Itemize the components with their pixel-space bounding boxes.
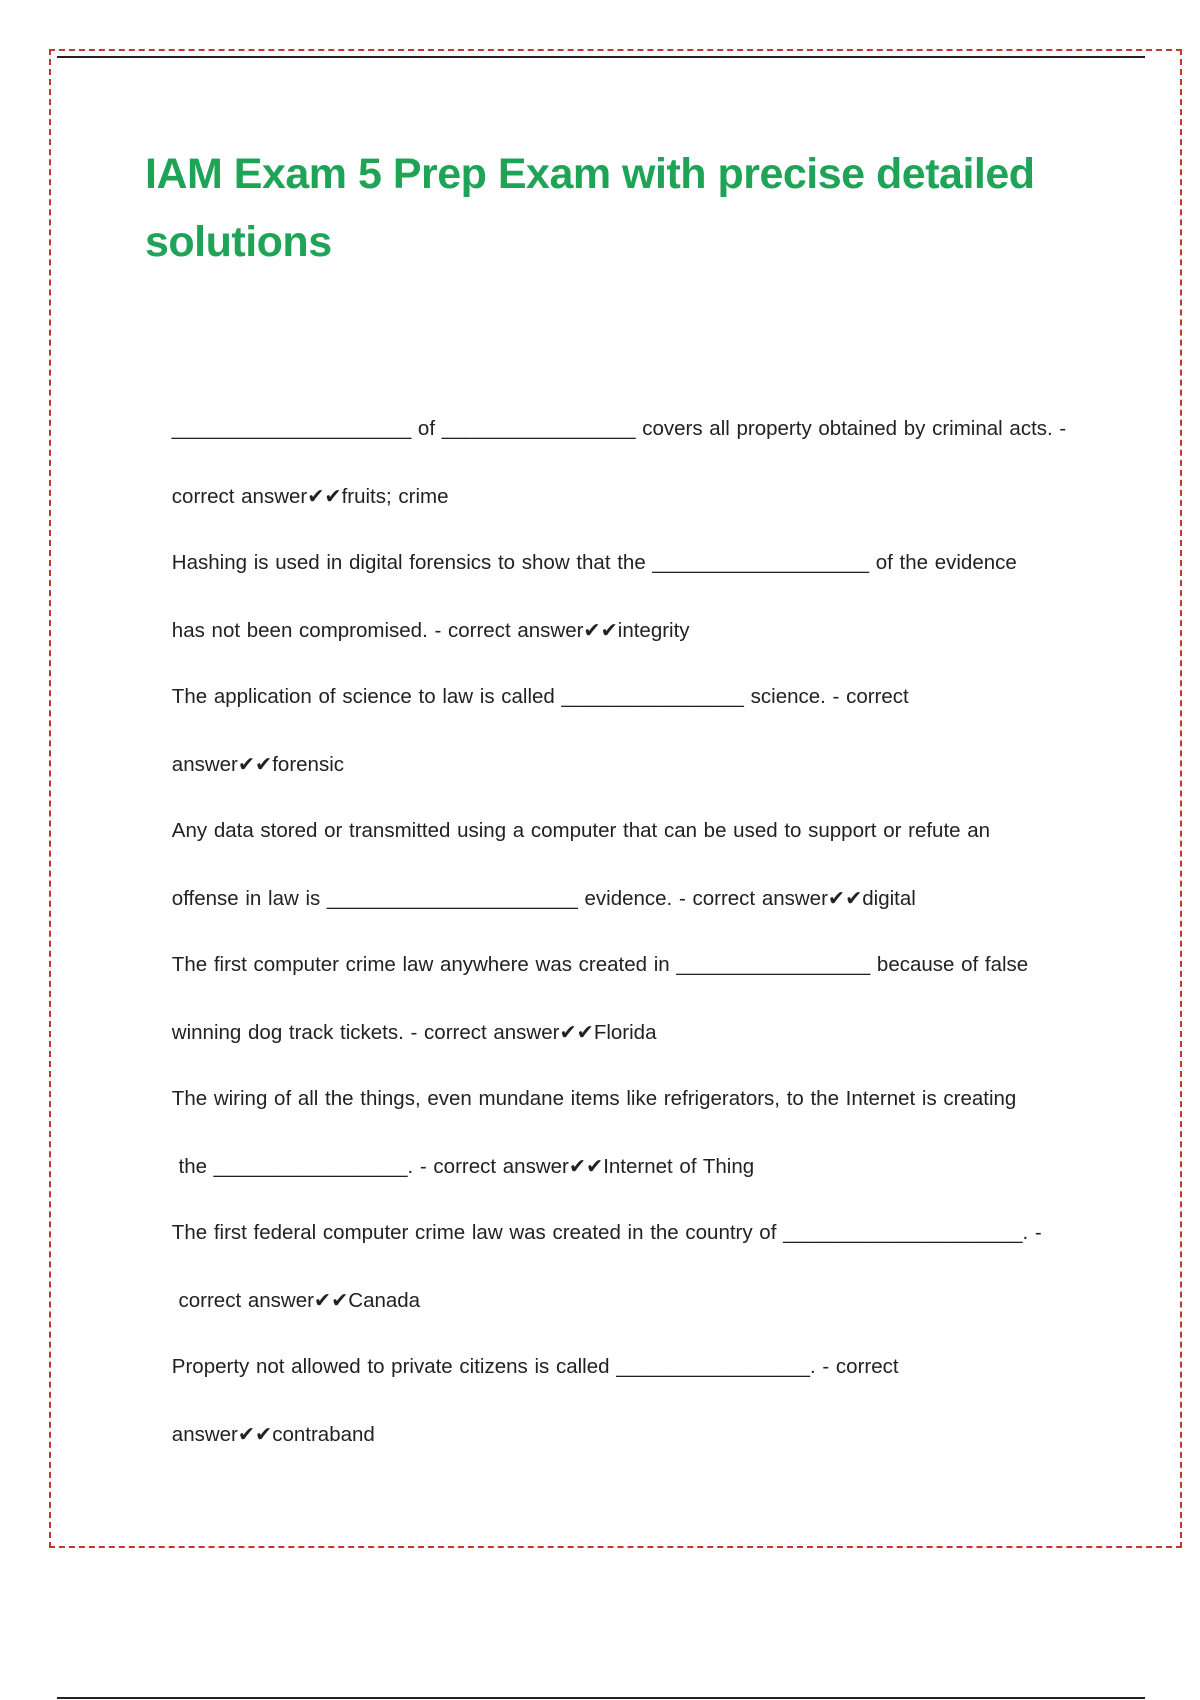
question-item-5 — [145, 914, 1090, 1044]
question-list — [145, 378, 1090, 1450]
question-text: The first computer crime law anywhere was created in _________________ because of false — [171, 953, 1029, 976]
answer-text: the _________________. - correct answer✔✔Internet of Thing — [171, 1155, 755, 1178]
answer-text: has not been compromised. - correct answer✔✔integrity — [171, 619, 690, 642]
question-item-6 — [145, 1048, 1090, 1178]
answer-text: answer✔✔forensic — [171, 753, 345, 776]
question-text: Hashing is used in digital forensics to show that the ___________________ of the evidence — [171, 551, 1017, 574]
answer-text: correct answer✔✔fruits; crime — [171, 485, 449, 508]
question-text: The application of science to law is called ________________ science. - correct — [171, 685, 909, 708]
footer-rule — [57, 1697, 1145, 1699]
answer-text: answer✔✔contraband — [171, 1423, 375, 1446]
page-title: IAM Exam 5 Prep Exam with precise detailed solutions — [145, 150, 1035, 266]
answer-text: offense in law is ______________________ evidence. - correct answer✔✔digital — [171, 887, 916, 910]
question-text: Property not allowed to private citizens is called _________________. - correct — [171, 1355, 899, 1378]
header-rule — [57, 56, 1145, 58]
question-item-8 — [145, 1316, 1090, 1446]
answer-text: correct answer✔✔Canada — [171, 1289, 421, 1312]
question-text: _____________________ of _________________ covers all property obtained by criminal acts. - — [171, 417, 1067, 440]
question-text: The wiring of all the things, even mundane items like refrigerators, to the Internet is creating — [171, 1087, 1017, 1110]
question-item-2 — [145, 512, 1090, 642]
question-item-4 — [145, 780, 1090, 910]
question-text: Any data stored or transmitted using a computer that can be used to support or refute an — [171, 819, 991, 842]
question-item-7 — [145, 1182, 1090, 1312]
question-item-3 — [145, 646, 1090, 776]
question-text: The first federal computer crime law was created in the country of _____________________. - — [171, 1221, 1042, 1244]
question-item-1 — [145, 378, 1090, 508]
answer-text: winning dog track tickets. - correct answer✔✔Florida — [171, 1021, 657, 1044]
